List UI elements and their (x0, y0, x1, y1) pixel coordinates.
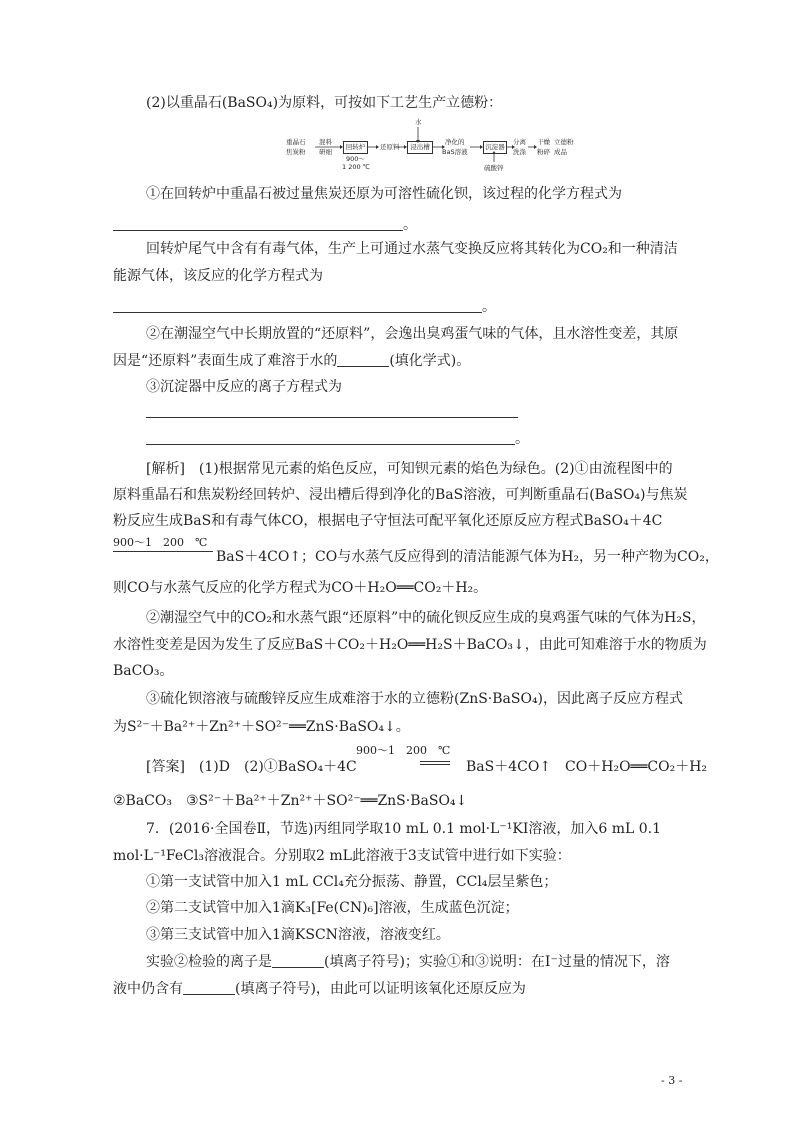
flow-temp-2: 1 200 ℃ (342, 163, 370, 171)
question-2-part-3: ③沉淀器中反应的离子方程式为 (146, 379, 342, 395)
flow-dry: 干燥 (537, 138, 550, 146)
page-number: - 3 - (661, 1074, 683, 1087)
flow-temp-1: 900～ (346, 155, 365, 163)
flow-reduced: 还原料 (380, 143, 400, 151)
analysis-line-1: [解析] (1)根据常见元素的焰色反应，可知钡元素的焰色为绿色。(2)①由流程图中的 (146, 461, 673, 477)
flow-wash: 洗涤 (513, 148, 526, 156)
question-2-part-1: ①在回转炉中重晶石被过量焦炭还原为可溶性硫化钡，该过程的化学方程式为 (146, 186, 622, 202)
text: (填离子符号)，由此可以证明该氧化还原反应为 (235, 981, 526, 997)
flow-zinc-sulfate: 硫酸锌 (484, 164, 504, 172)
analysis-line-3: 粉反应生成BaS和有毒气体CO，根据电子守恒法可配平氧化还原反应方程式BaSO₄＋4C (113, 513, 663, 529)
question-2-intro: (2)以重晶石(BaSO₄)为原料，可按如下工艺生产立德粉： (146, 95, 503, 111)
answer-line-4 (146, 429, 529, 449)
analysis-line-5: 则CO与水蒸气反应的化学方程式为CO＋H₂O══CO₂＋H₂。 (113, 580, 488, 596)
question-7-line-6 (146, 952, 670, 972)
flow-mix-label: 混料 (319, 138, 332, 146)
answer-condition: 900～1 200 ℃ (356, 744, 451, 757)
analysis-line-10: 为S²⁻＋Ba²⁺＋Zn²⁺＋SO²⁻══ZnS·BaSO₄↓。 (113, 719, 410, 735)
answer-line-2 (113, 297, 496, 317)
line-end: 。 (515, 431, 529, 447)
answer-arrow-line-top (420, 761, 450, 762)
flow-purify-top: 净化的 (445, 138, 465, 146)
answer-line-2: ②BaCO₃ ③S²⁻＋Ba²⁺＋Zn²⁺＋SO²⁻══ZnS·BaSO₄↓ (113, 793, 468, 809)
answer-line-1 (113, 215, 417, 235)
question-2-tail-gas-b: 能源气体，该反应的化学方程式为 (113, 268, 323, 284)
question-7-line-2: mol·L⁻¹FeCl₃溶液混合。分别取2 mL此溶液于3支试管中进行如下实验： (113, 848, 571, 864)
flow-box-leach: 浸出槽 (407, 141, 433, 154)
fill-blank (113, 215, 403, 231)
text: (填离子符号)；实验①和③说明：在I⁻过量的情况下，溶 (324, 954, 670, 970)
question-7-line-3: ①第一支试管中加入1 mL CCl₄充分振荡、静置，CCl₄层呈紫色； (146, 874, 558, 890)
flow-separate: 分离 (513, 138, 526, 146)
fill-blank (146, 429, 515, 445)
reaction-arrow-line (113, 551, 213, 552)
answer-line-b: BaS＋4CO↑ CO＋H₂O══CO₂＋H₂ (466, 759, 708, 775)
flow-raw-barite: 重晶石 (286, 138, 306, 146)
answer-arrow-line-bottom (420, 764, 450, 765)
question-2-part-2b (113, 351, 470, 371)
analysis-line-9: ③硫化钡溶液与硫酸锌反应生成难溶于水的立德粉(ZnS·BaSO₄)，因此离子反应方程式 (146, 691, 684, 707)
analysis-line-2: 原料重晶石和焦炭粉经回转炉、浸出槽后得到净化的BaS溶液，可判断重晶石(BaSO₄)与焦炭 (113, 487, 688, 503)
question-2-tail-gas-a: 回转炉尾气中含有有毒气体，生产上可通过水蒸气变换反应将其转化为CO₂和一种清洁 (146, 241, 678, 257)
flow-grind-label: 研细 (319, 148, 332, 156)
fill-blank (183, 979, 235, 995)
flow-product: 立德粉 (554, 138, 574, 146)
line-end: 。 (403, 217, 417, 233)
text: 实验②检验的离子是 (146, 954, 272, 970)
analysis-line-6: ②潮湿空气中的CO₂和水蒸气跟“还原料”中的硫化钡反应生成的臭鸡蛋气味的气体为H₂S， (146, 610, 706, 626)
fill-blank (113, 297, 482, 313)
question-7-line-1: 7．(2016·全国卷Ⅱ，节选)丙组同学取10 mL 0.1 mol·L⁻¹KI溶液，加入6 mL 0.1 (146, 821, 661, 837)
flow-box-furnace: 回转炉 (343, 141, 368, 154)
flow-product-finish: 成品 (554, 148, 567, 156)
question-7-line-4: ②第二支试管中加入1滴K₃[Fe(CN)₆]溶液，生成蓝色沉淀； (146, 900, 519, 916)
fill-blank (337, 351, 389, 367)
text: 因是“还原料”表面生成了难溶于水的 (113, 353, 338, 369)
analysis-line-4: BaS＋4CO↑；CO与水蒸气反应得到的清洁能源气体为H₂，另一种产物为CO₂， (216, 549, 719, 565)
question-7-line-7 (113, 979, 526, 999)
flow-box-precip: 沉淀器 (483, 141, 507, 154)
flow-raw-coke: 焦炭粉 (286, 148, 306, 156)
analysis-line-7: 水溶性变差是因为发生了反应BaS＋CO₂＋H₂O══H₂S＋BaCO₃↓，由此可知难溶于水的物质为 (113, 637, 707, 653)
question-2-part-2a: ②在潮湿空气中长期放置的“还原料”，会逸出臭鸡蛋气味的气体，且水溶性变差，其原 (146, 326, 679, 342)
analysis-line-8: BaCO₃。 (113, 663, 174, 679)
text: (填化学式)。 (389, 353, 471, 369)
flow-purify-bottom: BaS溶液 (442, 148, 468, 156)
reaction-condition: 900～1 200 ℃ (113, 536, 208, 549)
flow-water: 水 (415, 118, 422, 126)
process-flowchart (286, 118, 574, 174)
text: 液中仍含有 (113, 981, 183, 997)
answer-line-3 (146, 417, 518, 418)
answer-line-a: [答案] (1)D (2)①BaSO₄＋4C (146, 759, 357, 775)
question-7-line-5: ③第三支试管中加入1滴KSCN溶液，溶液变红。 (146, 927, 450, 943)
fill-blank (272, 952, 324, 968)
flow-crush: 粉碎 (537, 148, 550, 156)
line-end: 。 (482, 299, 496, 315)
